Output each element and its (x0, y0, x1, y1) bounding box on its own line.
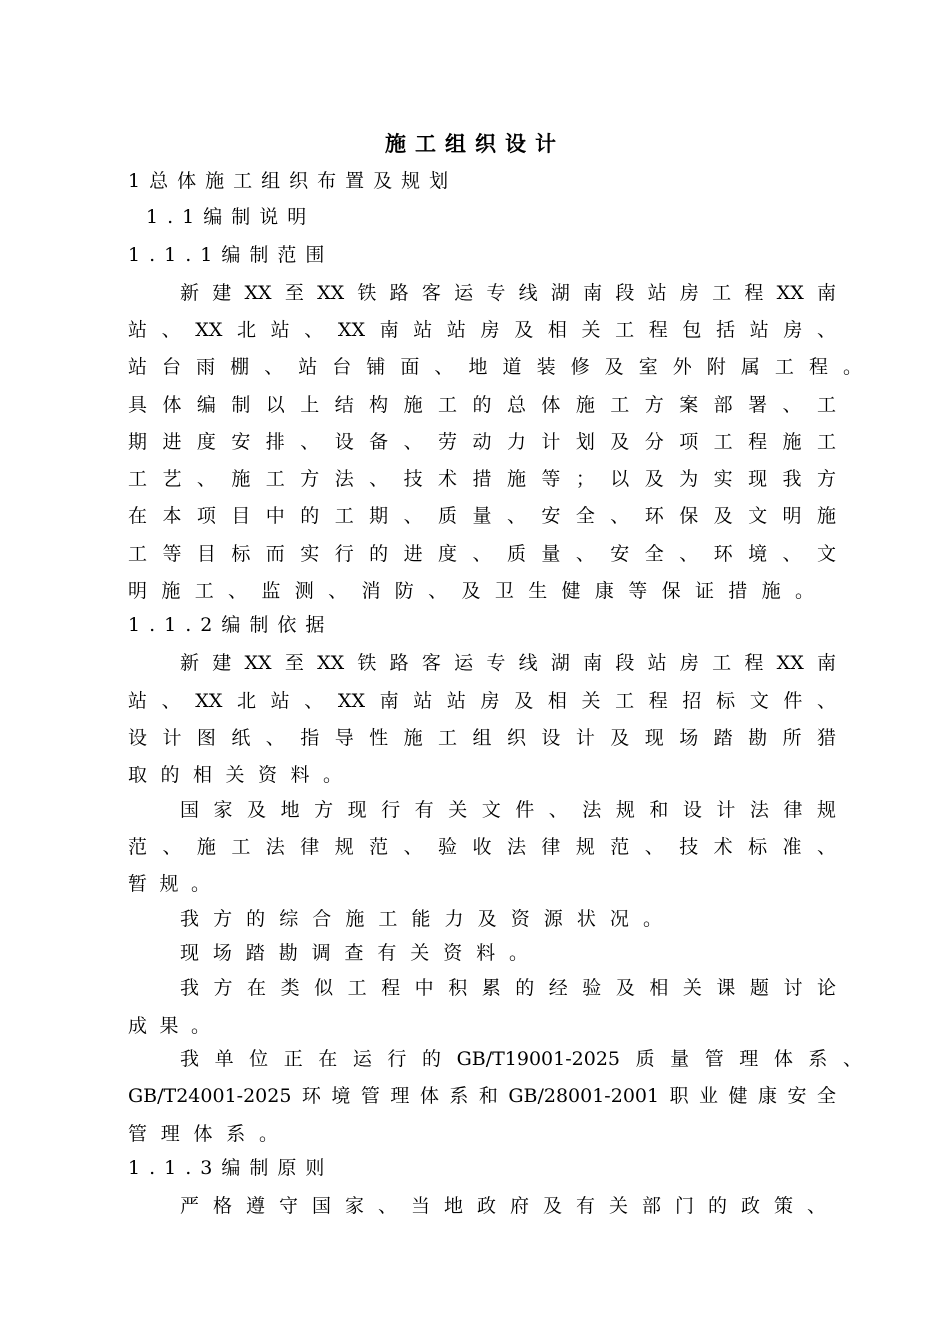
paragraph-line: 范、施工法律规范、验收法律规范、技术标准、 (128, 836, 836, 858)
paragraph-line: 站台雨棚、站台铺面、地道装修及室外附属工程。 (128, 356, 862, 378)
section-heading-1-1-2: 1.1.2编制依据 (128, 614, 334, 636)
paragraph-line: 取的相关资料。 (128, 764, 342, 786)
paragraph-line: 管理体系。 (128, 1123, 278, 1145)
paragraph-line: 设计图纸、指导性施工组织设计及现场踏勘所猎 (128, 727, 836, 749)
paragraph-line: 国家及地方现行有关文件、法规和设计法律规 (180, 799, 836, 821)
paragraph-line: 站、XX北站、XX南站站房及相关工程包括站房、 (128, 319, 836, 341)
paragraph-line: 现场踏勘调查有关资料。 (180, 942, 528, 964)
paragraph-line: 新建XX至XX铁路客运专线湖南段站房工程XX南 (180, 652, 836, 674)
paragraph-line: 在本项目中的工期、质量、安全、环保及文明施 (128, 505, 836, 527)
paragraph-line: 新建XX至XX铁路客运专线湖南段站房工程XX南 (180, 282, 836, 304)
paragraph-line: GB/T24001-2025环境管理体系和GB/28001-2001职业健康安全 (128, 1085, 836, 1107)
document-title: 施工组织设计 (385, 131, 565, 156)
section-heading-1-1-1: 1.1.1编制范围 (128, 244, 334, 266)
section-heading-1: 1总体施工组织布置及规划 (128, 170, 458, 192)
paragraph-line: 工等目标而实行的进度、质量、安全、环境、文 (128, 543, 836, 565)
paragraph-line: 我方的综合施工能力及资源状况。 (180, 908, 662, 930)
paragraph-line: 成果。 (128, 1015, 210, 1037)
paragraph-line: 工艺、施工方法、技术措施等；以及为实现我方 (128, 468, 836, 490)
paragraph-line: 期进度安排、设备、劳动力计划及分项工程施工 (128, 431, 836, 453)
section-heading-1-1-3: 1.1.3编制原则 (128, 1157, 334, 1179)
paragraph-line: 具体编制以上结构施工的总体施工方案部署、工 (128, 394, 836, 416)
paragraph-line: 站、XX北站、XX南站站房及相关工程招标文件、 (128, 690, 836, 712)
paragraph-line: 我方在类似工程中积累的经验及相关课题讨论 (180, 977, 836, 999)
section-heading-1-1: 1.1编制说明 (146, 206, 316, 228)
paragraph-line: 严格遵守国家、当地政府及有关部门的政策、 (180, 1195, 826, 1217)
paragraph-line: 我单位正在运行的GB/T19001-2025质量管理体系、 (180, 1048, 862, 1070)
paragraph-line: 明施工、监测、消防、及卫生健康等保证措施。 (128, 580, 814, 602)
paragraph-line: 暂规。 (128, 873, 210, 895)
